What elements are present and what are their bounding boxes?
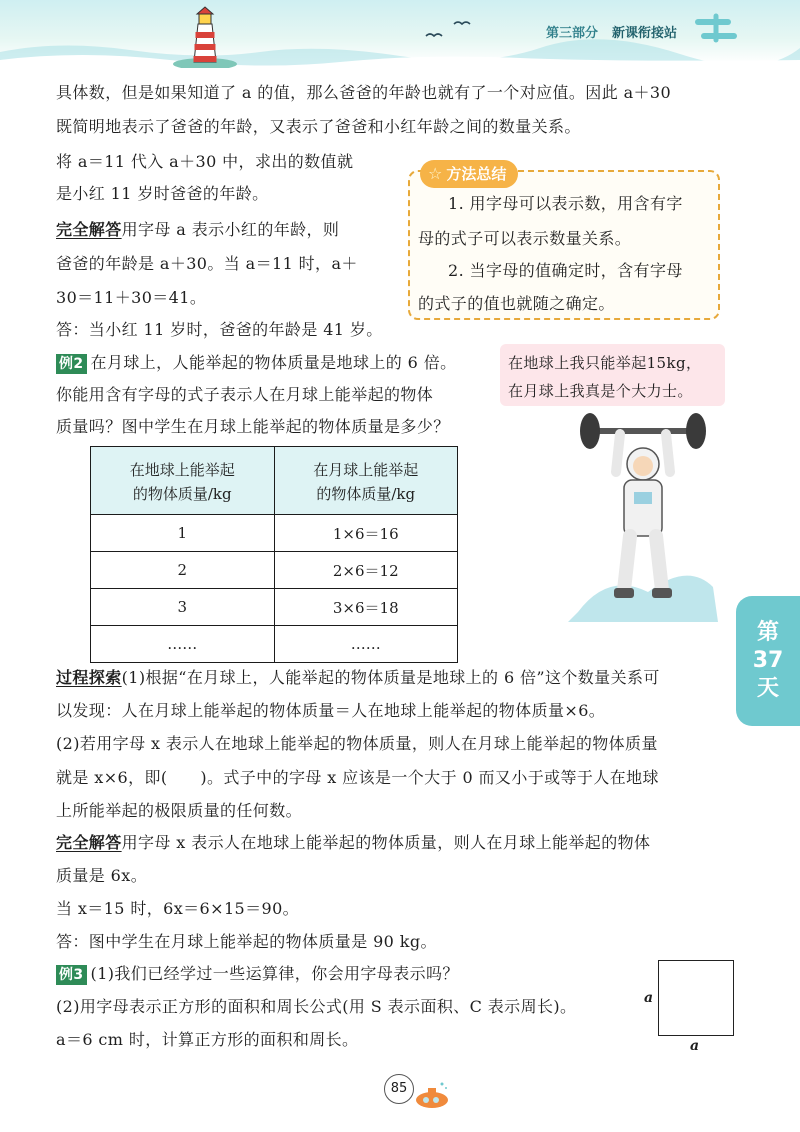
answer1-line-1 bbox=[56, 219, 339, 241]
square-bottom-label: a bbox=[690, 1038, 700, 1054]
example3-line-1 bbox=[56, 963, 459, 985]
answer2-line-4: 答：图中学生在月球上能举起的物体质量是 90 kg。 bbox=[56, 932, 437, 951]
table-row bbox=[91, 515, 458, 552]
answer2-line-3: 当 x＝15 时，6x＝6×15＝90。 bbox=[56, 899, 300, 918]
square-figure bbox=[658, 960, 734, 1036]
table-cell: …… bbox=[91, 626, 275, 663]
method-line-4: 的式子的值也就随之确定。 bbox=[418, 294, 615, 313]
lighthouse-icon bbox=[170, 6, 240, 68]
example2-tag: 例2 bbox=[56, 354, 87, 374]
header-section: 第三部分 bbox=[546, 26, 599, 41]
answer1-line-3: 30＝11＋30＝41。 bbox=[56, 288, 207, 307]
side-tab-number: 37 bbox=[752, 648, 784, 673]
explore-label: 过程探索 bbox=[56, 668, 122, 687]
table-row bbox=[91, 552, 458, 589]
data-table bbox=[90, 446, 458, 663]
header-moon-line-2: 的物体质量/kg bbox=[316, 484, 416, 503]
example2-text-1: 在月球上，人能举起的物体质量是地球上的 6 倍。 bbox=[90, 353, 457, 372]
answer2-line-1 bbox=[56, 832, 650, 854]
wave-decoration bbox=[0, 30, 800, 70]
explore-line-4: 就是 x×6，即( )。式子中的字母 x 应该是一个大于 0 而又小于或等于人在地球 bbox=[56, 768, 659, 787]
table-header-row bbox=[91, 447, 458, 515]
intro-line-1: 具体数，但是如果知道了 a 的值，那么爸爸的年龄也就有了一个对应值。因此 a＋30 bbox=[56, 83, 672, 102]
answer1-line-2: 爸爸的年龄是 a＋30。当 a＝11 时，a＋ bbox=[56, 254, 358, 273]
example2-line-2: 你能用含有字母的式子表示人在月球上能举起的物体 bbox=[56, 385, 434, 404]
method-title-text: 方法总结 bbox=[446, 165, 507, 183]
answer1-text-1: 用字母 a 表示小红的年龄，则 bbox=[121, 220, 340, 239]
explore-line-3: (2)若用字母 x 表示人在地球上能举起的物体质量，则人在月球上能举起的物体质量 bbox=[56, 734, 658, 753]
birds-icon bbox=[420, 16, 480, 42]
table-header-earth bbox=[91, 447, 275, 515]
answer2-text-1: 用字母 x 表示人在地球上能举起的物体质量，则人在月球上能举起的物体 bbox=[121, 833, 651, 852]
header-earth-line-1: 在地球上能举起 bbox=[129, 460, 235, 479]
answer2-label: 完全解答 bbox=[56, 833, 122, 852]
submarine-icon bbox=[412, 1080, 452, 1110]
astronaut-weightlifter-illustration bbox=[568, 412, 718, 622]
example2-line-3: 质量吗？图中学生在月球上能举起的物体质量是多少？ bbox=[56, 417, 450, 436]
explore-line-5: 上所能举起的极限质量的任何数。 bbox=[56, 801, 303, 820]
method-line-1: 1. 用字母可以表示数，用含有字 bbox=[448, 194, 683, 213]
intro-line-4: 是小红 11 岁时爸爸的年龄。 bbox=[56, 184, 269, 203]
example3-line-3: a＝6 cm 时，计算正方形的面积和周长。 bbox=[56, 1030, 359, 1049]
table-header-moon bbox=[274, 447, 458, 515]
speech-line-1: 在地球上我只能举起15kg， bbox=[508, 354, 702, 372]
table-row bbox=[91, 589, 458, 626]
example2-line-1 bbox=[56, 352, 457, 374]
header-title: 新课衔接站 bbox=[612, 26, 678, 41]
table-cell: 1 bbox=[91, 515, 275, 552]
table-cell: 2 bbox=[91, 552, 275, 589]
example3-tag: 例3 bbox=[56, 965, 87, 985]
side-tab-char-2: 天 bbox=[756, 676, 779, 701]
table-cell: 3×6＝18 bbox=[274, 589, 458, 626]
method-line-3: 2. 当字母的值确定时，含有字母 bbox=[448, 261, 683, 280]
answer1-label: 完全解答 bbox=[56, 220, 122, 239]
pencil-deco-icon bbox=[694, 12, 738, 44]
table-cell: 3 bbox=[91, 589, 275, 626]
table-cell: …… bbox=[274, 626, 458, 663]
explore-line-1 bbox=[56, 667, 660, 689]
method-line-2: 母的式子可以表示数量关系。 bbox=[418, 229, 632, 248]
explore-line-2: 以发现：人在月球上能举起的物体质量＝人在地球上能举起的物体质量×6。 bbox=[56, 701, 606, 720]
side-tab-char-1: 第 bbox=[756, 620, 779, 645]
table-cell: 1×6＝16 bbox=[274, 515, 458, 552]
speech-line-2: 在月球上我真是个大力士。 bbox=[508, 382, 693, 400]
page-number: 85 bbox=[384, 1074, 414, 1104]
answer1-line-4: 答：当小红 11 岁时，爸爸的年龄是 41 岁。 bbox=[56, 320, 383, 339]
square-side-label: a bbox=[644, 990, 654, 1006]
answer2-line-2: 质量是 6x。 bbox=[56, 866, 148, 885]
method-summary-title bbox=[420, 160, 518, 188]
star-icon: ☆ bbox=[428, 164, 443, 183]
day-side-tab bbox=[736, 596, 800, 726]
intro-line-2: 既简明地表示了爸爸的年龄，又表示了爸爸和小红年龄之间的数量关系。 bbox=[56, 117, 581, 136]
table-row bbox=[91, 626, 458, 663]
header-earth-line-2: 的物体质量/kg bbox=[132, 484, 232, 503]
example3-line-2: (2)用字母表示正方形的面积和周长公式(用 S 表示面积、C 表示周长)。 bbox=[56, 997, 577, 1016]
intro-line-3: 将 a＝11 代入 a＋30 中，求出的数值就 bbox=[56, 152, 354, 171]
example3-text-1: (1)我们已经学过一些运算律，你会用字母表示吗？ bbox=[90, 964, 459, 983]
explore-text-1: (1)根据“在月球上，人能举起的物体质量是地球上的 6 倍”这个数量关系可 bbox=[121, 668, 660, 687]
header-moon-line-1: 在月球上能举起 bbox=[313, 460, 419, 479]
table-cell: 2×6＝12 bbox=[274, 552, 458, 589]
